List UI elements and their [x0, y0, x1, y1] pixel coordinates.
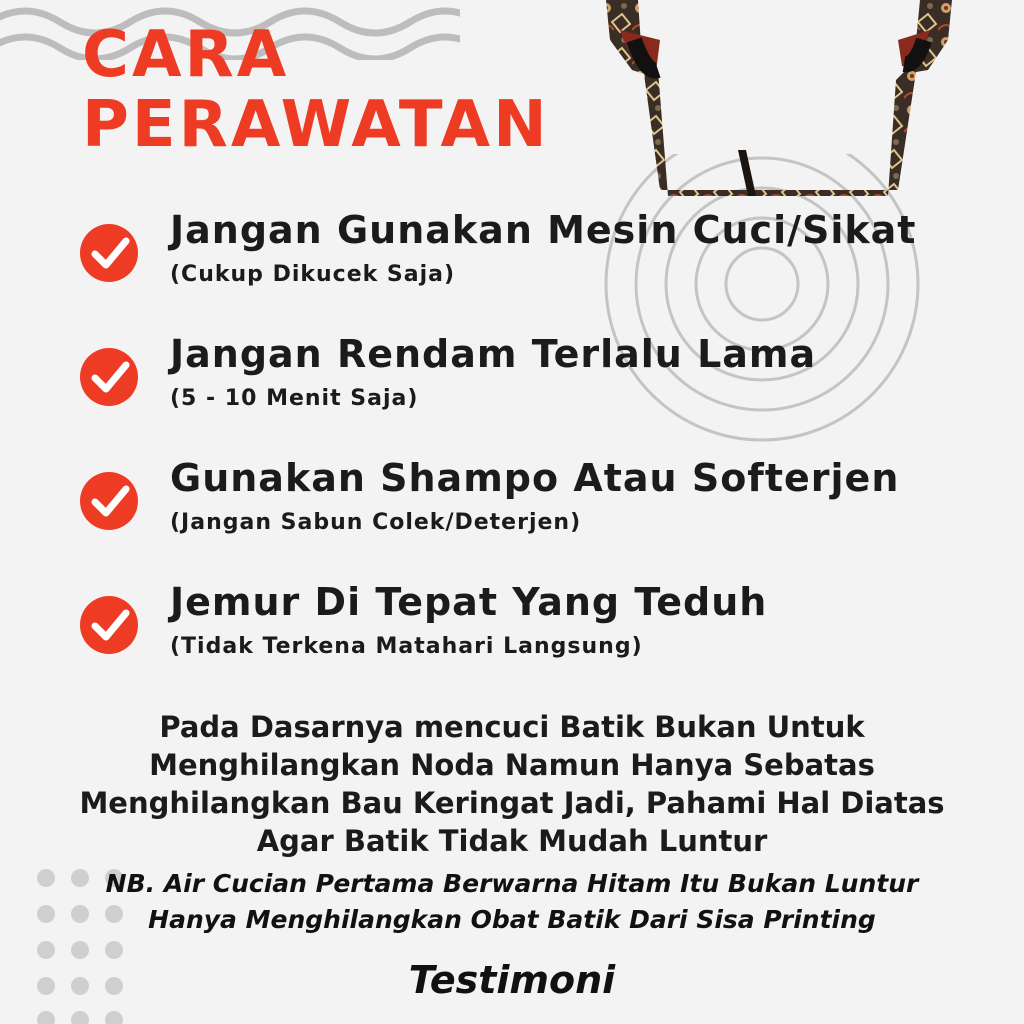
note-line: Hanya Menghilangkan Obat Batik Dari Sisa Printing — [148, 905, 876, 934]
tip-note: (Tidak Terkena Matahari Langsung) — [170, 634, 643, 659]
list-item — [80, 456, 960, 580]
tip-title: Gunakan Shampo Atau Softerjen — [170, 456, 900, 500]
title-line-1: CARA — [82, 18, 290, 92]
check-circle-icon — [80, 596, 138, 654]
description-line: Pada Dasarnya mencuci Batik Bukan Untuk — [159, 710, 865, 744]
tip-note: (Jangan Sabun Colek/Deterjen) — [170, 510, 582, 535]
title-line-2: PERAWATAN — [82, 88, 550, 162]
check-circle-icon — [80, 472, 138, 530]
care-description — [40, 708, 984, 860]
description-line: Menghilangkan Bau Keringat Jadi, Pahami Hal Diatas — [79, 786, 945, 820]
tip-title: Jangan Rendam Terlalu Lama — [170, 332, 817, 376]
check-circle-icon — [80, 348, 138, 406]
care-tips-list — [80, 208, 960, 704]
description-line: Menghilangkan Noda Namun Hanya Sebatas — [149, 748, 875, 782]
testimoni-heading: Testimoni — [408, 958, 616, 1002]
list-item — [80, 332, 960, 456]
page-title — [82, 20, 550, 160]
list-item — [80, 208, 960, 332]
batik-jacket-image — [598, 0, 958, 198]
tip-title: Jemur Di Tepat Yang Teduh — [170, 580, 768, 624]
note-line: NB. Air Cucian Pertama Berwarna Hitam Itu Bukan Luntur — [105, 869, 919, 898]
nb-note — [30, 866, 994, 938]
tip-title: Jangan Gunakan Mesin Cuci/Sikat — [170, 208, 917, 252]
check-circle-icon — [80, 224, 138, 282]
tip-note: (Cukup Dikucek Saja) — [170, 262, 456, 287]
description-line: Agar Batik Tidak Mudah Luntur — [256, 824, 768, 858]
tip-note: (5 - 10 Menit Saja) — [170, 386, 419, 411]
list-item — [80, 580, 960, 704]
